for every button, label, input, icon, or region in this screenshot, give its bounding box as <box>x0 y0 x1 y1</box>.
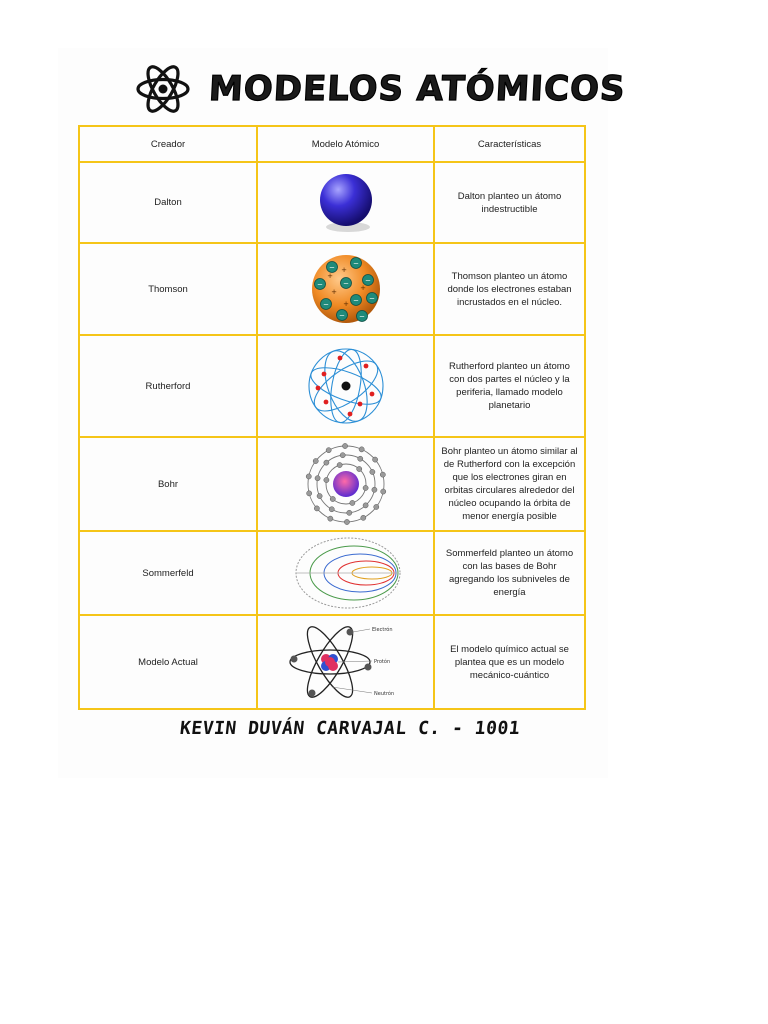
electron-dot <box>329 507 334 512</box>
creator-cell: Rutherford <box>79 335 257 437</box>
creator-cell: Modelo Actual <box>79 615 257 709</box>
atom-icon <box>135 61 191 117</box>
table-row <box>79 531 585 615</box>
model-image-cell <box>257 615 434 709</box>
creator-cell: Dalton <box>79 162 257 243</box>
sommerfeld-elliptical-orbits-icon <box>290 535 402 611</box>
electron-dot <box>337 462 342 467</box>
svg-text:−: − <box>358 312 365 321</box>
description-cell: Thomson planteo un átomo donde los electrones estaban incrustados en el núcleo. <box>434 243 585 335</box>
svg-text:−: − <box>322 300 329 309</box>
svg-text:−: − <box>338 311 345 320</box>
electron-dot <box>373 504 378 509</box>
header-model: Modelo Atómico <box>257 126 434 162</box>
description-cell: Sommerfeld planteo un átomo con las bases de Bohr agregando los subniveles de energía <box>434 531 585 615</box>
electron-dot <box>372 457 377 462</box>
electron-dot <box>380 489 385 494</box>
electron-dot <box>340 453 345 458</box>
dalton-sphere-icon <box>316 171 376 235</box>
electron-dot <box>306 474 311 479</box>
svg-text:+: + <box>359 284 366 292</box>
electron-dot <box>346 510 351 515</box>
electron-dot <box>363 485 368 490</box>
creator-cell: Bohr <box>79 437 257 531</box>
svg-text:−: − <box>364 276 371 285</box>
electron-dot <box>314 476 319 481</box>
svg-text:−: − <box>352 296 359 305</box>
model-image-cell <box>257 531 434 615</box>
table-row <box>79 335 585 437</box>
electron-dot <box>371 487 376 492</box>
model-image-cell <box>257 335 434 437</box>
electron-dot <box>344 519 349 524</box>
electron-dot <box>356 466 361 471</box>
svg-text:−: − <box>368 294 375 303</box>
bohr-orbits-icon <box>303 441 389 527</box>
thomson-plum-pudding-icon <box>306 248 386 330</box>
page-title: MODELOS ATÓMICOS <box>207 69 627 109</box>
table-row <box>79 615 585 709</box>
header-creator: Creador <box>79 126 257 162</box>
electron-dot <box>342 443 347 448</box>
svg-text:−: − <box>328 263 335 272</box>
neutron-label: Neutrón <box>373 691 394 697</box>
electron-dot <box>369 469 374 474</box>
electron-dot <box>306 491 311 496</box>
table-row <box>79 243 585 335</box>
description-cell: El modelo químico actual se plantea que es un modelo mecánico-cuántico <box>434 615 585 709</box>
header <box>135 58 625 120</box>
model-image-cell <box>257 243 434 335</box>
author-footer: KEVIN DUVÁN CARVAJAL C. - 1001 <box>178 718 522 739</box>
electron-dot <box>380 472 385 477</box>
electron-dot <box>360 515 365 520</box>
electron-label: Electrón <box>371 627 393 633</box>
electron-dot <box>349 500 354 505</box>
svg-text:+: + <box>326 272 333 280</box>
model-image-cell <box>257 437 434 531</box>
electron-dot <box>323 460 328 465</box>
svg-text:−: − <box>342 279 349 288</box>
svg-text:+: + <box>342 300 349 308</box>
svg-text:−: − <box>316 280 323 289</box>
creator-cell: Sommerfeld <box>79 531 257 615</box>
electron-dot <box>317 493 322 498</box>
rutherford-planetary-icon <box>304 344 388 428</box>
description-cell: Bohr planteo un átomo similar al de Rutherford con la excepción que los electrones giran en orbitas circulares alrededor del núcleo ocupando la órbita de menor energía posible <box>434 437 585 531</box>
atomic-models-table <box>78 125 586 710</box>
table-row <box>79 437 585 531</box>
electron-dot <box>314 506 319 511</box>
svg-text:+: + <box>340 266 347 274</box>
electron-dot <box>359 447 364 452</box>
table-header-row <box>79 126 585 162</box>
svg-text:−: − <box>352 259 359 268</box>
electron-dot <box>313 458 318 463</box>
electron-dot <box>363 503 368 508</box>
modern-atom-icon <box>286 623 406 701</box>
svg-text:+: + <box>330 288 337 296</box>
description-cell: Rutherford planteo un átomo con dos partes el núcleo y la periferia, llamado modelo planetario <box>434 335 585 437</box>
description-cell: Dalton planteo un átomo indestructible <box>434 162 585 243</box>
table-row <box>79 162 585 243</box>
creator-cell: Thomson <box>79 243 257 335</box>
model-image-cell <box>257 162 434 243</box>
proton-label: Protón <box>373 659 390 665</box>
electron-dot <box>357 456 362 461</box>
electron-dot <box>327 516 332 521</box>
electron-dot <box>330 496 335 501</box>
header-characteristics: Características <box>434 126 585 162</box>
electron-dot <box>326 448 331 453</box>
electron-dot <box>323 477 328 482</box>
